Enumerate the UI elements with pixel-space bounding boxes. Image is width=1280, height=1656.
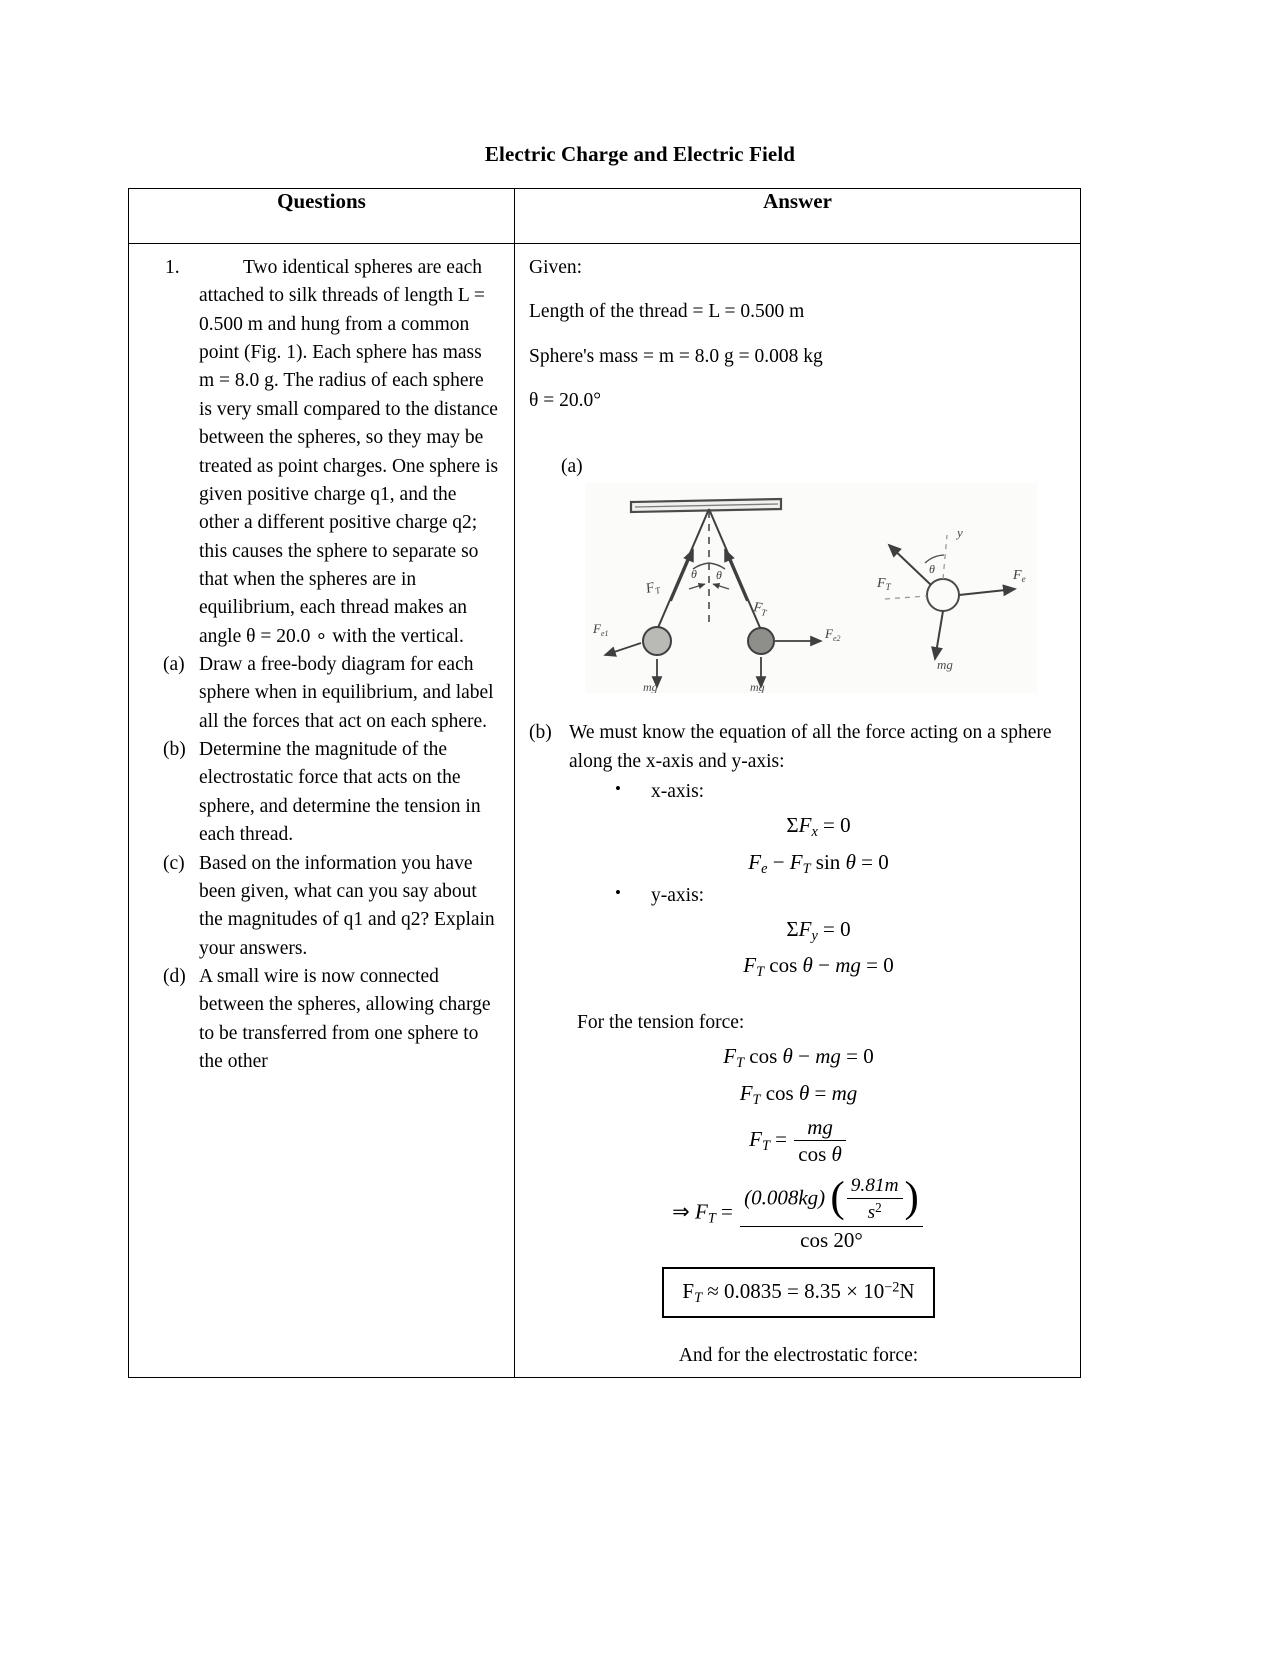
answer-part-b-intro: We must know the equation of all the force acting on a sphere along the x-axis and y-axis: — [569, 722, 1052, 772]
bullet-icon: • — [615, 882, 621, 902]
spacer — [529, 282, 1068, 298]
question-subparts-list — [143, 651, 500, 1076]
equation-y-axis-balance: $F_T$ cos θ − mg = 0 — [743, 953, 894, 981]
subpart-label-c: (c) — [163, 852, 185, 874]
svg-text:FT: $F_T$ — [877, 576, 891, 593]
subpart-text-b: Determine the magnitude of the electrostatic force that acts on the sphere, and determine the tension in each thread. — [199, 739, 481, 846]
equation-sum-fy: $\Sigma F_y = 0$ — [786, 916, 851, 944]
bullet-label-x-axis: x-axis: — [651, 780, 705, 802]
gravity-fraction — [847, 1175, 903, 1224]
fraction-mg-over-cos-theta — [794, 1115, 846, 1167]
gravity-numerator: 9.81m — [847, 1175, 903, 1199]
boxed-tension-result: $F_T \approx 0.0835 = 8.35 \times 10^{-2}N$ — [662, 1267, 934, 1319]
spacer — [529, 327, 1068, 343]
closing-line: And for the electrostatic force: — [678, 1345, 919, 1367]
question-subpart-a — [143, 651, 500, 736]
answer-content — [515, 244, 1080, 1377]
answer-part-b — [529, 719, 1068, 983]
spacer — [529, 983, 1068, 1009]
subpart-label-b: (b) — [163, 739, 186, 761]
answer-part-b-label: (b) — [529, 722, 552, 744]
svg-text:θ: θ — [716, 568, 722, 583]
svg-text:mg: mg — [643, 680, 658, 694]
question-content — [129, 244, 514, 1082]
fraction-denominator: cos θ — [798, 1141, 842, 1166]
question-subpart-c — [143, 850, 500, 963]
fraction-substituted — [740, 1175, 923, 1253]
svg-text:Fe: $F_e$ — [1013, 568, 1026, 585]
given-line-angle: θ = 20.0° — [529, 389, 602, 411]
free-body-diagram-svg — [585, 483, 1037, 693]
answer-part-a-label: (a) — [561, 456, 583, 478]
right-paren: ) — [904, 1174, 919, 1222]
answer-cell — [515, 244, 1081, 1378]
table-header-row — [129, 189, 1081, 244]
bullet-icon: • — [615, 778, 621, 798]
fraction-numerator: mg — [794, 1115, 846, 1141]
mass-term: (0.008kg) — [744, 1185, 826, 1210]
svg-text:θ: θ — [929, 562, 935, 577]
svg-text:FT: $F_T$ — [644, 580, 662, 598]
question-paragraph — [143, 254, 500, 651]
boxed-result-wrapper — [529, 1267, 1068, 1319]
given-label: Given: — [529, 257, 583, 278]
left-paren: ( — [830, 1174, 845, 1222]
subpart-text-a: Draw a free-body diagram for each sphere when in equilibrium, and label all the forces that act on each sphere. — [199, 654, 494, 732]
svg-text:mg: mg — [937, 657, 953, 673]
column-header-questions: Questions — [129, 189, 515, 244]
equation-tension-1: $F_T$ cos θ − mg = 0 — [723, 1044, 874, 1072]
question-body-text: Two identical spheres are each attached to silk threads of length L = 0.500 m and hung from a common point (Fig. 1). Each sphere has mass m = 8.0 g. The radius of each sphere is very small compared to the distance between the spheres, so they may be treated as point charges. One sphere is given positive charge q1, and the other a different positive charge q2; this causes the sphere to separate so that when the spheres are in equilibrium, each thread makes an angle θ = 20.0 ∘ with the vertical. — [199, 257, 499, 647]
free-body-diagram-figure — [585, 483, 1037, 693]
fraction-numerator — [740, 1175, 923, 1226]
svg-text:θ: θ — [691, 567, 697, 582]
svg-text:Fe1: $F_{e1}$ — [593, 621, 609, 639]
question-subpart-b — [143, 736, 500, 849]
bullet-item-y-axis — [569, 882, 1068, 910]
fraction-denominator: cos 20° — [800, 1227, 863, 1252]
bullet-item-x-axis — [569, 778, 1068, 806]
equation-tension-2: $F_T$ cos θ = mg — [739, 1081, 858, 1109]
spacer — [529, 371, 1068, 387]
equation-tension-substituted: ⇒ $F_T$ = (0.008kg) ( $\frac{9.81m}{s^2}$ ) cos 20° — [529, 1175, 1068, 1253]
subpart-label-a: (a) — [163, 654, 185, 676]
spacer — [529, 693, 1068, 719]
bullet-label-y-axis: y-axis: — [651, 884, 705, 906]
equation-sum-fx: $\Sigma F_x = 0$ — [786, 813, 851, 841]
question-number: 1. — [165, 257, 180, 278]
svg-text:y: y — [957, 525, 963, 541]
questions-answers-table — [128, 188, 1081, 1378]
subpart-text-d: A small wire is now connected between the spheres, allowing charge to be transferred from one sphere to the other — [199, 965, 491, 1073]
svg-text:FT: $F_T$ — [752, 600, 768, 619]
given-line-length: Length of the thread = L = 0.500 m — [529, 301, 805, 323]
subpart-text-c: Based on the information you have been given, what can you say about the magnitudes of q1 and q2? Explain your answers. — [199, 852, 495, 959]
svg-text:Fe2: $F_{e2}$ — [825, 626, 841, 644]
column-header-answer: Answer — [515, 189, 1081, 244]
equation-x-axis-balance: $F_e - F_T$ sin θ = 0 — [748, 849, 889, 877]
svg-text:mg: mg — [750, 680, 765, 694]
gravity-denominator: $s^2$ — [867, 1200, 882, 1224]
equation-tension-3: $F_T$ = $\frac{mg}{\text{cos θ}}$ — [529, 1115, 1068, 1167]
tension-force-label: For the tension force: — [577, 1012, 745, 1034]
spacer — [529, 415, 1068, 453]
page-title: Electric Charge and Electric Field — [484, 142, 796, 166]
questions-cell — [129, 244, 515, 1378]
given-line-mass: Sphere's mass = m = 8.0 g = 0.008 kg — [529, 345, 823, 367]
subpart-label-d: (d) — [163, 965, 186, 987]
question-subpart-d — [143, 963, 500, 1076]
table-row — [129, 244, 1081, 1378]
